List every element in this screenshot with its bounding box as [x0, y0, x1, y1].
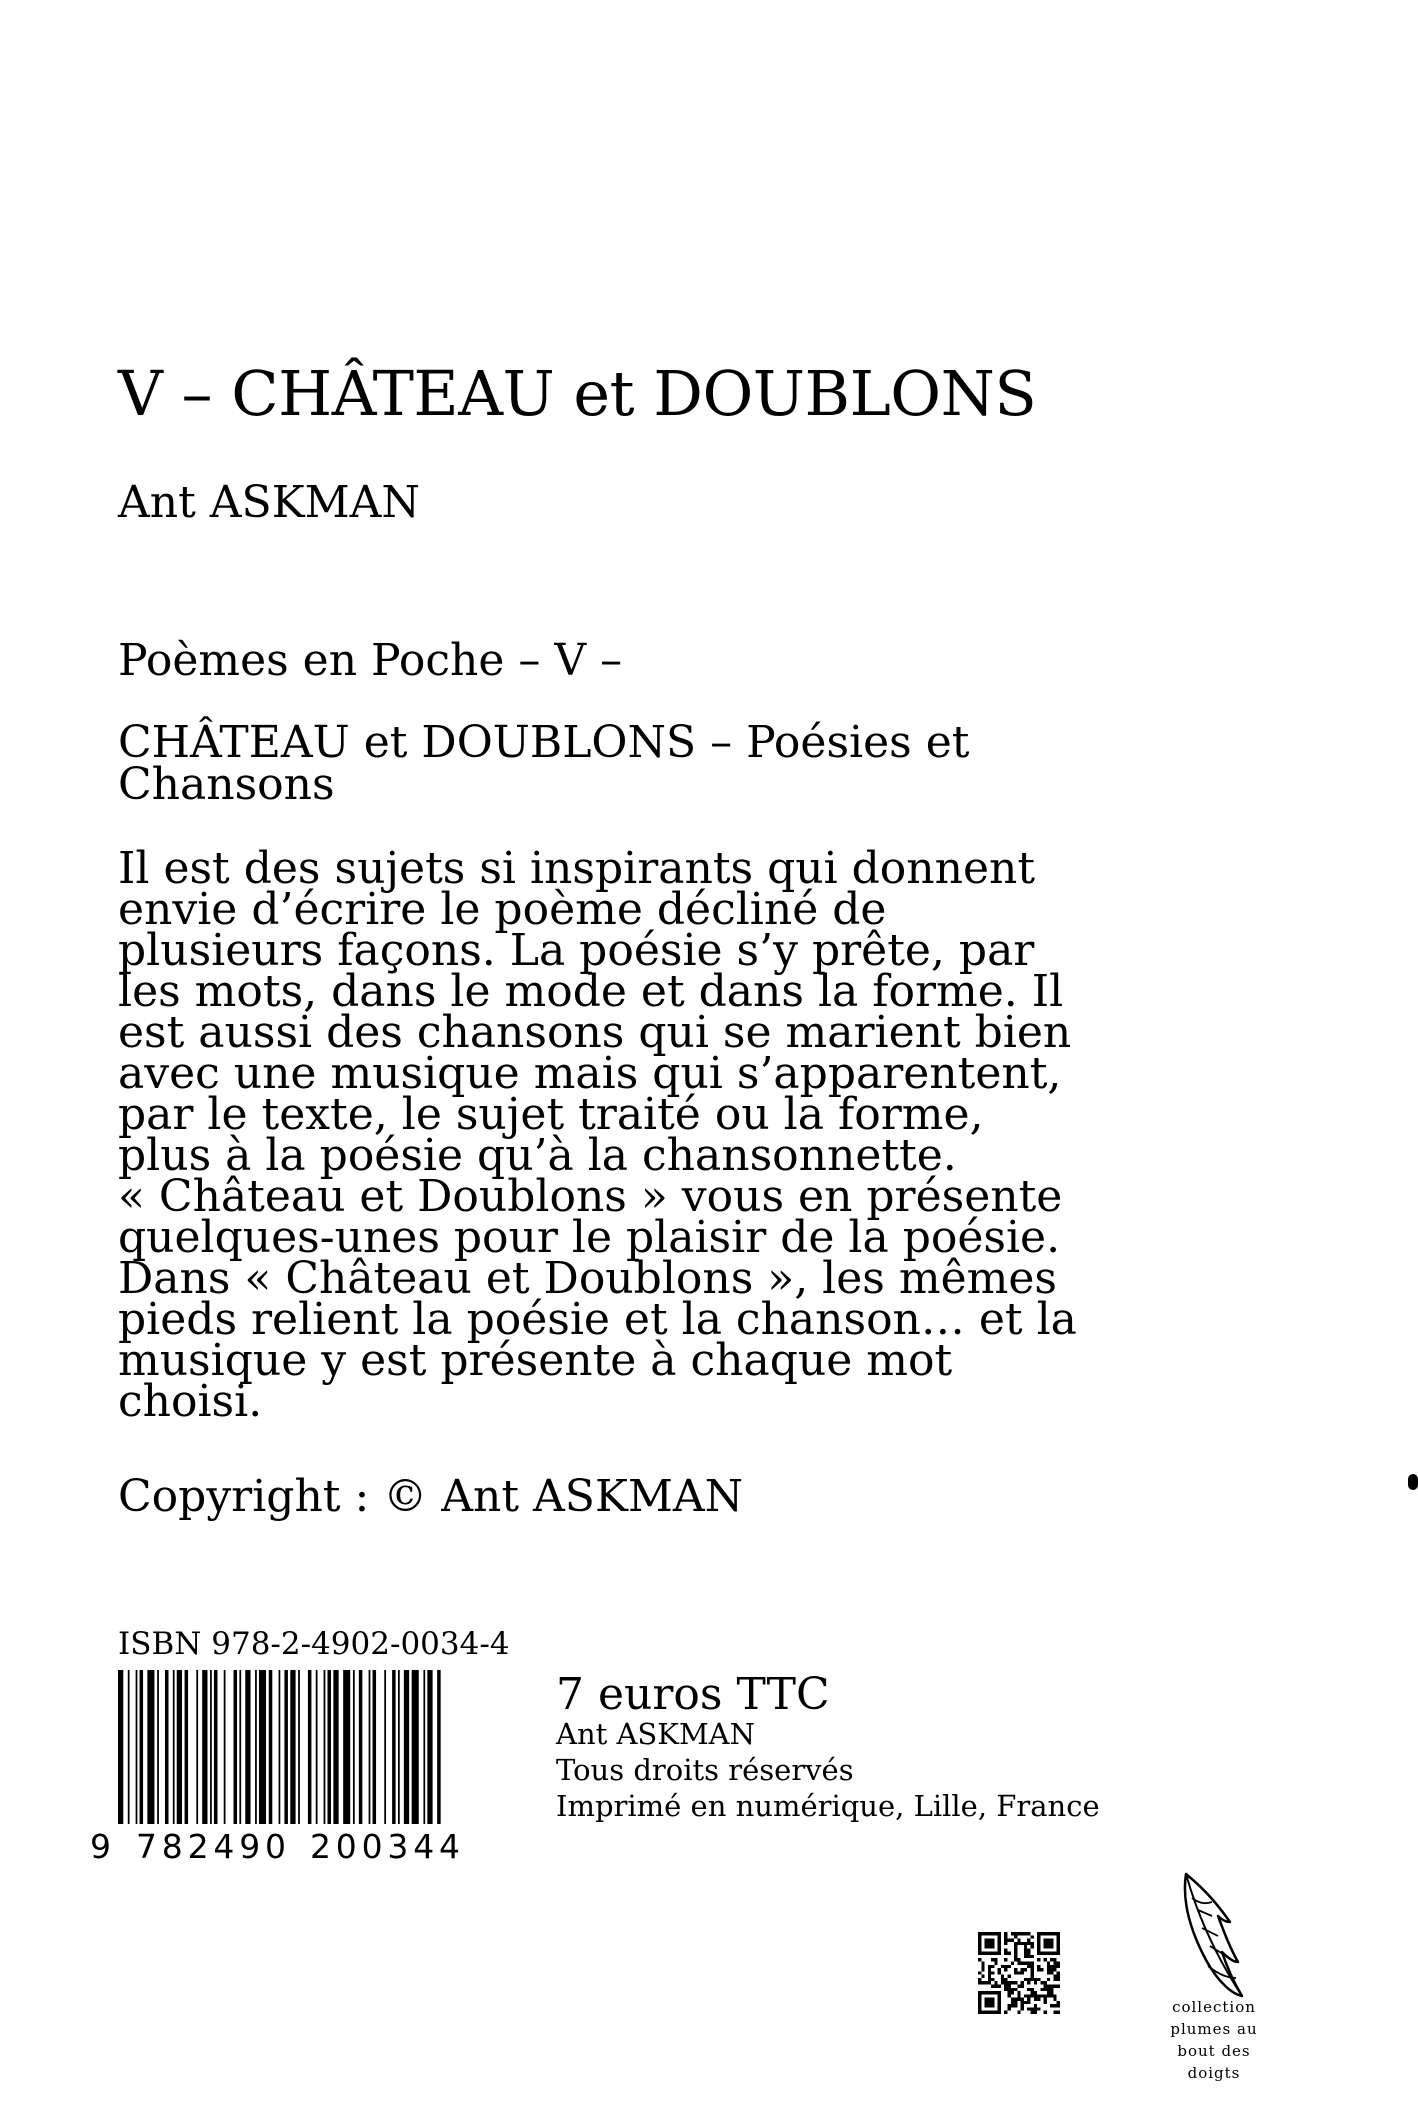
qr-module: [1017, 1939, 1020, 1942]
qr-module: [1024, 1945, 1027, 1948]
qr-module: [1034, 1978, 1037, 1981]
qr-code-icon: [978, 1932, 1060, 2014]
qr-module: [1030, 1971, 1033, 1974]
description-paragraph: Il est des sujets si inspirants qui donnent envie d’écrire le poème décliné de plusieurs façons. La poésie s’y prête, par les mots, dans le mode et dans la forme. Il est aussi des chansons qui se marient bien avec une musique mais qui s’apparentent, par le texte, le sujet traité ou la forme, plus à la poésie qu’à la chansonnette.: [118, 843, 1072, 1181]
qr-module: [988, 1968, 991, 1971]
qr-module: [988, 1981, 991, 1984]
qr-module: [1011, 1962, 1014, 1965]
qr-module: [1044, 1981, 1047, 1984]
qr-module: [1030, 1935, 1033, 1938]
qr-module: [1057, 1962, 1060, 1965]
qr-module: [1021, 1971, 1024, 1974]
barcode-bar: [185, 1670, 189, 1830]
barcode-bar: [343, 1670, 350, 1830]
qr-module: [1047, 1991, 1050, 1994]
qr-module: [981, 1962, 984, 1965]
barcode-bar: [202, 1670, 207, 1830]
qr-module: [1008, 1991, 1011, 1994]
barcode-bar: [392, 1670, 396, 1830]
qr-module: [1053, 1975, 1056, 1978]
qr-module: [1021, 1984, 1024, 1987]
qr-module: [1014, 1935, 1017, 1938]
qr-module: [1014, 1981, 1017, 1984]
qr-module: [1037, 1994, 1040, 1997]
qr-module: [1034, 2007, 1037, 2010]
qr-module: [1037, 1978, 1040, 1981]
qr-module: [1001, 1981, 1004, 1984]
qr-module: [1034, 1998, 1037, 2001]
qr-module: [988, 1978, 991, 1981]
qr-module: [1011, 1991, 1014, 1994]
qr-module: [978, 1971, 981, 1974]
qr-module: [1030, 1965, 1033, 1968]
qr-module: [1004, 1968, 1007, 1971]
qr-module: [1027, 2001, 1030, 2004]
qr-module: [1050, 2004, 1053, 2007]
qr-module: [1021, 1962, 1024, 1965]
qr-module: [1053, 1994, 1056, 1997]
qr-module: [1004, 1935, 1007, 1938]
qr-module: [1014, 1955, 1017, 1958]
barcode-bar: [298, 1670, 300, 1830]
barcode-bar: [404, 1670, 409, 1830]
qr-module: [1047, 1962, 1050, 1965]
qr-module: [1021, 1968, 1024, 1971]
qr-module: [1030, 1994, 1033, 1997]
series-name: Poèmes en Poche – V –: [118, 635, 623, 686]
publisher-info: [556, 1716, 1100, 1824]
qr-module: [1021, 2001, 1024, 2004]
barcode-bar: [140, 1670, 144, 1830]
qr-module: [1027, 1942, 1030, 1945]
back-cover-description: [118, 843, 1078, 1427]
qr-module: [1004, 1965, 1007, 1968]
book-subtitle: CHÂTEAU et DOUBLONS – Poésies et Chansons: [118, 717, 970, 810]
logo-text-line: collection: [1172, 1998, 1256, 2016]
qr-module: [1011, 1932, 1014, 1935]
qr-module: [1011, 2004, 1014, 2007]
qr-module: [1037, 1998, 1040, 2001]
qr-module: [1001, 1975, 1004, 1978]
qr-module: [1024, 1978, 1027, 1981]
barcode-bar: [384, 1670, 386, 1830]
barcode-bar: [224, 1670, 226, 1830]
qr-module: [1057, 1984, 1060, 1987]
qr-module: [1044, 1958, 1047, 1961]
qr-module: [978, 1981, 981, 1984]
barcode-bar: [173, 1670, 175, 1830]
barcode-bar: [308, 1670, 312, 1830]
qr-module: [1057, 1965, 1060, 1968]
qr-module: [1017, 1958, 1020, 1961]
qr-module: [1047, 1994, 1050, 1997]
qr-module: [1047, 1988, 1050, 1991]
qr-module: [1004, 1948, 1007, 1951]
logo-text-line: bout des: [1177, 2042, 1251, 2060]
qr-module: [1008, 1994, 1011, 1997]
barcode-bar: [427, 1670, 432, 1830]
qr-module: [1044, 1994, 1047, 1997]
qr-module: [1053, 1968, 1056, 1971]
qr-module: [1011, 1988, 1014, 1991]
info-line: Imprimé en numérique, Lille, France: [556, 1789, 1100, 1823]
barcode-bar: [165, 1670, 169, 1830]
qr-module: [1014, 1988, 1017, 1991]
qr-module: [1001, 1965, 1004, 1968]
qr-module: [1034, 2004, 1037, 2007]
barcode-bar: [353, 1670, 355, 1830]
qr-module: [1008, 1988, 1011, 1991]
qr-module: [1008, 1984, 1011, 1987]
qr-module: [1027, 1998, 1030, 2001]
barcode-bar: [157, 1670, 159, 1830]
qr-module: [1027, 1952, 1030, 1955]
qr-module: [1021, 1998, 1024, 2001]
qr-module: [1017, 1962, 1020, 1965]
qr-module: [988, 1971, 991, 1974]
barcode-bar: [316, 1670, 318, 1830]
barcode-bar: [210, 1670, 212, 1830]
qr-module: [1014, 1998, 1017, 2001]
barcode-bar: [437, 1670, 441, 1830]
qr-module: [1017, 1994, 1020, 1997]
barcode-bar: [327, 1670, 331, 1830]
qr-module: [1037, 1968, 1040, 1971]
qr-module: [1057, 1978, 1060, 1981]
qr-module: [1008, 2007, 1011, 2010]
qr-module: [1053, 1965, 1056, 1968]
qr-module: [1030, 1978, 1033, 1981]
qr-module: [1050, 1988, 1053, 1991]
qr-module: [1027, 1981, 1030, 1984]
qr-module: [1040, 1968, 1043, 1971]
qr-module: [1017, 1942, 1020, 1945]
qr-module: [1040, 1994, 1043, 1997]
qr-module: [1057, 2011, 1060, 2014]
qr-module: [1004, 1939, 1007, 1942]
qr-module: [1034, 1994, 1037, 1997]
qr-module: [1014, 1942, 1017, 1945]
qr-module: [1053, 1984, 1056, 1987]
qr-module: [998, 1971, 1001, 1974]
barcode-left-group: 782490: [136, 1827, 286, 1864]
qr-module: [1011, 1939, 1014, 1942]
qr-module: [1057, 1975, 1060, 1978]
qr-module: [988, 1965, 991, 1968]
barcode-bar: [369, 1670, 371, 1830]
qr-module: [1030, 2011, 1033, 2014]
qr-module: [1024, 1952, 1027, 1955]
barcode-first-digit: 9: [90, 1827, 111, 1864]
barcode-bar: [333, 1670, 338, 1830]
info-line: Tous droits réservés: [556, 1753, 854, 1787]
qr-module: [991, 1984, 994, 1987]
barcode-bar: [177, 1670, 182, 1830]
qr-module: [1014, 1971, 1017, 1974]
qr-module: [988, 1975, 991, 1978]
qr-module: [1024, 1955, 1027, 1958]
qr-module: [1057, 1971, 1060, 1974]
qr-module: [1047, 1968, 1050, 1971]
qr-module: [1053, 1958, 1056, 1961]
barcode-bar: [269, 1670, 273, 1830]
qr-module: [998, 1984, 1001, 1987]
qr-module: [1021, 1981, 1024, 1984]
qr-module: [1014, 1968, 1017, 1971]
qr-module: [1044, 1998, 1047, 2001]
qr-module: [1044, 2001, 1047, 2004]
qr-module: [1027, 2007, 1030, 2010]
barcode-bar: [423, 1670, 425, 1830]
qr-module: [1030, 1945, 1033, 1948]
qr-module: [1008, 1952, 1011, 1955]
qr-module: [991, 1971, 994, 1974]
qr-module: [994, 1984, 997, 1987]
qr-module: [1014, 1948, 1017, 1951]
qr-module: [1004, 1981, 1007, 1984]
qr-module: [1053, 2004, 1056, 2007]
qr-module: [994, 1962, 997, 1965]
qr-module: [1053, 1998, 1056, 2001]
qr-module: [1021, 1942, 1024, 1945]
barcode-bar: [373, 1670, 377, 1830]
barcode-bar: [214, 1670, 218, 1830]
qr-module: [1014, 1958, 1017, 1961]
qr-module: [1024, 1942, 1027, 1945]
qr-finder-core: [1044, 1939, 1054, 1949]
qr-module: [1030, 1975, 1033, 1978]
qr-module: [1017, 1991, 1020, 1994]
qr-module: [1004, 1988, 1007, 1991]
qr-module: [1047, 1965, 1050, 1968]
qr-module: [1024, 1948, 1027, 1951]
qr-module: [1014, 1945, 1017, 1948]
qr-module: [1057, 2001, 1060, 2004]
qr-module: [994, 1981, 997, 1984]
qr-module: [1030, 1955, 1033, 1958]
logo-text-line: plumes au: [1170, 2020, 1258, 2038]
qr-module: [1024, 1994, 1027, 1997]
qr-module: [1017, 1998, 1020, 2001]
qr-module: [1004, 1958, 1007, 1961]
qr-module: [1050, 1971, 1053, 1974]
qr-module: [981, 1968, 984, 1971]
barcode-bar: [239, 1670, 241, 1830]
qr-module: [1024, 1932, 1027, 1935]
qr-module: [1021, 1932, 1024, 1935]
barcode-bar: [255, 1670, 257, 1830]
qr-module: [1027, 1948, 1030, 1951]
qr-module: [1037, 1958, 1040, 1961]
qr-module: [1008, 2004, 1011, 2007]
copyright-notice: Copyright : © Ant ASKMAN: [118, 1471, 744, 1522]
info-line: Ant ASKMAN: [556, 1717, 755, 1751]
qr-module: [1030, 1942, 1033, 1945]
price-label: 7 euros TTC: [556, 1669, 830, 1720]
qr-module: [1050, 1968, 1053, 1971]
qr-module: [1001, 1978, 1004, 1981]
qr-module: [1050, 1994, 1053, 1997]
qr-module: [1050, 1984, 1053, 1987]
book-author: Ant ASKMAN: [118, 477, 420, 528]
qr-module: [1011, 2001, 1014, 2004]
qr-module: [1034, 2011, 1037, 2014]
qr-module: [1008, 1939, 1011, 1942]
qr-module: [1004, 1984, 1007, 1987]
qr-module: [1027, 1932, 1030, 1935]
qr-module: [1040, 1981, 1043, 1984]
qr-module: [1053, 2011, 1056, 2014]
description-paragraph: « Château et Doublons » vous en présente quelques-unes pour le plaisir de la poésie. Dans « Château et Doublons », les mêmes pieds relient la poésie et la chanson… et la musique y est présente à chaque mot choisi.: [118, 1171, 1077, 1427]
qr-module: [1027, 1962, 1030, 1965]
qr-module: [981, 1975, 984, 1978]
qr-module: [1014, 2001, 1017, 2004]
qr-module: [1008, 1965, 1011, 1968]
qr-module: [1024, 1962, 1027, 1965]
qr-module: [1044, 1984, 1047, 1987]
qr-module: [1017, 2011, 1020, 2014]
qr-module: [1027, 1994, 1030, 1997]
qr-module: [1053, 1962, 1056, 1965]
qr-module: [1030, 1962, 1033, 1965]
qr-module: [1021, 2007, 1024, 2010]
qr-module: [991, 1958, 994, 1961]
qr-module: [1053, 1978, 1056, 1981]
barcode-bar: [245, 1670, 250, 1830]
qr-module: [1014, 1932, 1017, 1935]
qr-module: [1008, 1975, 1011, 1978]
qr-module: [1004, 1978, 1007, 1981]
logo-text-line: doigts: [1187, 2064, 1241, 2082]
qr-module: [991, 1978, 994, 1981]
edge-mark: [1408, 1474, 1418, 1490]
isbn-label: ISBN 978-2-4902-0034-4: [118, 1626, 510, 1662]
barcode-bar: [359, 1670, 363, 1830]
qr-module: [1037, 1965, 1040, 1968]
qr-module: [1030, 1988, 1033, 1991]
barcode-bar: [279, 1670, 281, 1830]
barcode-bar: [324, 1670, 326, 1830]
qr-module: [1034, 1991, 1037, 1994]
qr-module: [1008, 1981, 1011, 1984]
qr-module: [1024, 2001, 1027, 2004]
qr-module: [1004, 1942, 1007, 1945]
qr-finder-core: [985, 1939, 995, 1949]
qr-module: [978, 1958, 981, 1961]
qr-module: [978, 1978, 981, 1981]
qr-module: [994, 1958, 997, 1961]
barcode-bar: [398, 1670, 400, 1830]
qr-module: [1057, 2004, 1060, 2007]
qr-module: [1014, 2004, 1017, 2007]
qr-module: [1027, 1955, 1030, 1958]
qr-module: [1047, 1971, 1050, 1974]
qr-module: [1004, 1932, 1007, 1935]
qr-module: [1017, 1971, 1020, 1974]
qr-module: [1027, 1939, 1030, 1942]
qr-module: [1050, 1958, 1053, 1961]
barcode-digits: [80, 1824, 500, 1864]
qr-module: [1027, 1988, 1030, 1991]
qr-module: [1050, 1991, 1053, 1994]
qr-module: [1030, 2007, 1033, 2010]
qr-module: [1014, 1952, 1017, 1955]
qr-module: [1017, 1984, 1020, 1987]
qr-module: [1024, 1968, 1027, 1971]
qr-module: [1004, 2011, 1007, 2014]
qr-module: [1011, 1998, 1014, 2001]
qr-finder-core: [985, 1998, 995, 2008]
collection-logo-text: [1164, 1996, 1264, 2084]
qr-module: [1017, 1932, 1020, 1935]
qr-module: [981, 1965, 984, 1968]
qr-module: [1034, 1981, 1037, 1984]
qr-module: [1027, 1978, 1030, 1981]
barcode-bar: [147, 1670, 154, 1830]
qr-module: [1004, 1952, 1007, 1955]
qr-module: [1040, 1988, 1043, 1991]
barcode-bar: [196, 1670, 198, 1830]
qr-module: [991, 1965, 994, 1968]
qr-module: [1030, 1991, 1033, 1994]
qr-module: [998, 1968, 1001, 1971]
qr-module: [981, 1981, 984, 1984]
qr-module: [1021, 2004, 1024, 2007]
book-title: V – CHÂTEAU et DOUBLONS: [118, 357, 1037, 430]
barcode-bar: [259, 1670, 266, 1830]
barcode-right-group: 200344: [310, 1827, 460, 1864]
qr-module: [1047, 1978, 1050, 1981]
barcode-bar: [136, 1670, 138, 1830]
qr-module: [1044, 1988, 1047, 1991]
barcode-bar: [412, 1670, 419, 1830]
qr-module: [1030, 1968, 1033, 1971]
qr-module: [1037, 2007, 1040, 2010]
qr-module: [1011, 1981, 1014, 1984]
barcode-bar: [234, 1670, 238, 1830]
qr-module: [1044, 2011, 1047, 2014]
qr-module: [985, 1981, 988, 1984]
qr-module: [1050, 1965, 1053, 1968]
qr-module: [1047, 1984, 1050, 1987]
qr-module: [1027, 1965, 1030, 1968]
